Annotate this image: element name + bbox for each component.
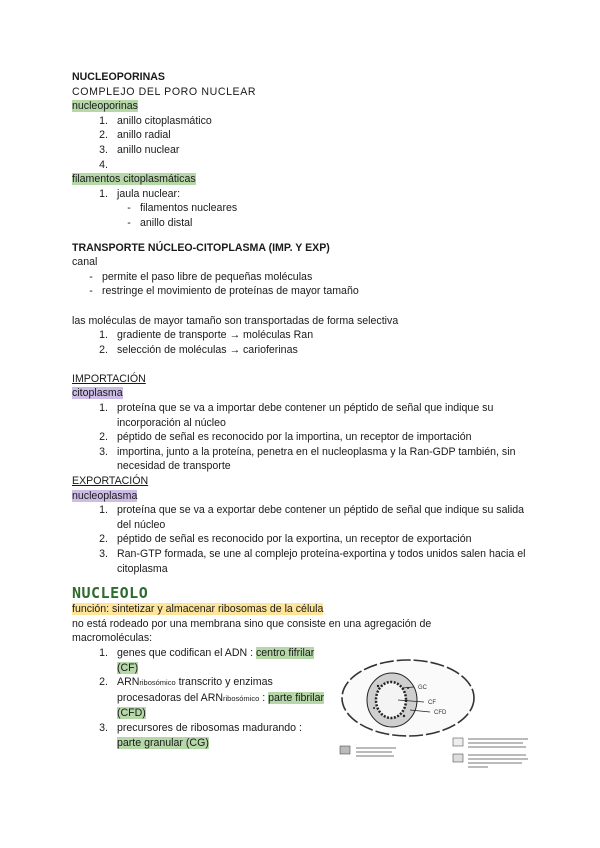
text-funcion: función: sintetizar y almacenar ribosomas de la célula — [72, 603, 324, 616]
label-nucleoplasma: nucleoplasma — [72, 489, 138, 502]
section-title-nucleolo: NUCLEOLO — [72, 584, 149, 603]
list-item: 2. anillo radial — [99, 129, 171, 142]
list-item: 2. ARNribosómico transcrito y enzimas procesadoras del ARNribosómico : parte fibrilar (CFD) — [99, 676, 325, 720]
label-nucleoporinas: nucleoporinas — [72, 100, 138, 113]
list-item: 1. proteína que se va a exportar debe contener un péptido de señal que indique su salida del núcleo — [99, 504, 524, 531]
heading-exportacion: EXPORTACIÓN — [72, 475, 149, 488]
list-exportacion — [72, 503, 532, 576]
section-title-transporte: TRANSPORTE NÚCLEO-CITOPLASMA (IMP. Y EXP) — [72, 241, 330, 254]
list-item: - filamentos nucleares — [127, 202, 238, 215]
label-canal: canal — [72, 256, 98, 269]
document-page — [72, 70, 542, 750]
text-selective: las moléculas de mayor tamaño son transportadas de forma selectiva — [72, 314, 399, 327]
label-cfd: CFD — [434, 710, 447, 716]
list-item: 4. — [99, 158, 108, 171]
label-citoplasma: citoplasma — [72, 387, 123, 400]
label-gc: GC — [418, 685, 427, 691]
label-filamentos: filamentos citoplasmáticas — [72, 173, 196, 186]
list-item: 3. anillo nuclear — [99, 143, 180, 156]
list-item: 3. Ran-GTP formada, se une al complejo proteína-exportina y todos unidos salen hacia el citoplasma — [99, 548, 526, 575]
list-item: 1. jaula nuclear: — [99, 187, 181, 200]
subtitle-complejo-poro: COMPLEJO DEL PORO NUCLEAR — [72, 85, 257, 98]
list-selective — [72, 328, 542, 357]
heading-importacion: IMPORTACIÓN — [72, 372, 146, 385]
text-nucleolo-desc: no está rodeado por una membrana sino que consiste en una agregación de macromoléculas: — [72, 617, 432, 645]
list-item: - permite el paso libre de pequeñas moléculas — [89, 270, 313, 283]
sublist-jaula — [72, 201, 542, 230]
list-nucleolo — [72, 646, 327, 750]
label-cf: CF — [428, 700, 436, 706]
list-item: 3. importina, junto a la proteína, penetra en el nucleoplasma y la Ran-GDP también, sin necesidad de transporte — [99, 445, 516, 473]
list-importacion — [72, 401, 532, 474]
list-item: 1. proteína que se va a importar debe contener un péptido de señal que indique su incorporación al núcleo — [99, 402, 494, 429]
list-item: - restringe el movimiento de proteínas de mayor tamaño — [89, 285, 359, 298]
list-item: 2. péptido de señal es reconocido por la exportina, un receptor de exportación — [99, 533, 472, 546]
list-item: 1. anillo citoplasmático — [99, 114, 212, 127]
highlight-cfd: parte fibrilar (CFD) — [117, 691, 325, 720]
list-item: 1. genes que codifican el ADN : centro fifrilar (CF) — [99, 646, 315, 674]
list-nucleoporinas — [72, 114, 542, 172]
list-item: - anillo distal — [127, 216, 193, 229]
list-item: 2. selección de moléculas → carioferinas — [99, 343, 298, 356]
list-item: 1. gradiente de transporte → moléculas Ran — [99, 329, 314, 342]
highlight-cg: parte granular (CG) — [117, 736, 209, 749]
nucleolus-diagram — [338, 658, 534, 776]
list-item: 2. péptido de señal es reconocido por la importina, un receptor de importación — [99, 431, 472, 444]
list-canal — [72, 270, 542, 299]
nucleolus-diagram-svg — [338, 658, 534, 776]
list-item: 3. precursores de ribosomas madurando : parte granular (CG) — [99, 721, 302, 749]
highlight-cf: centro fifrilar (CF) — [117, 646, 315, 674]
section-title-nucleoporinas: NUCLEOPORINAS — [72, 71, 165, 83]
